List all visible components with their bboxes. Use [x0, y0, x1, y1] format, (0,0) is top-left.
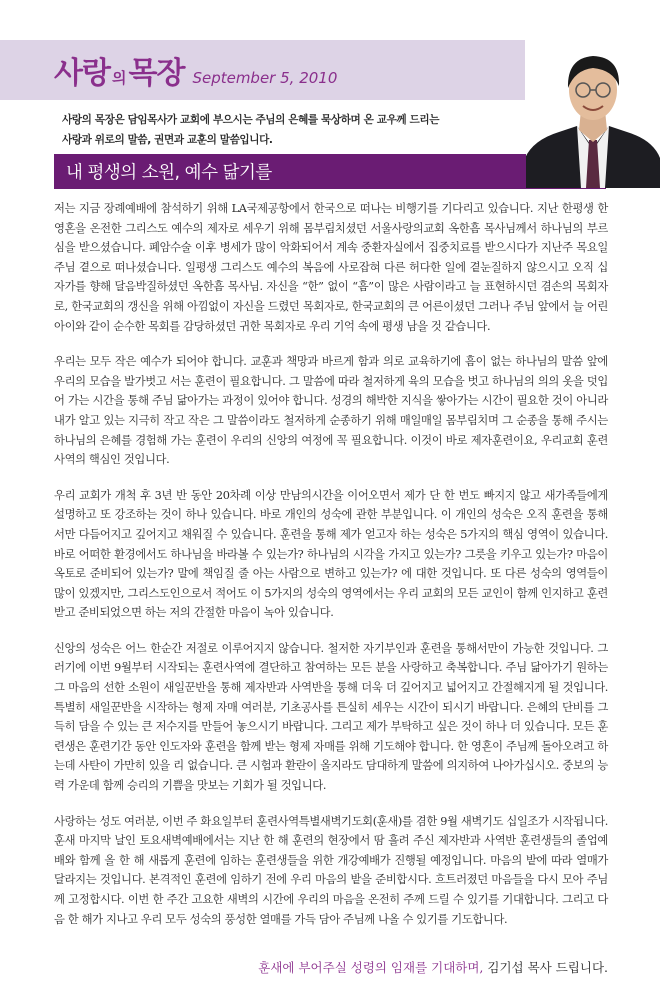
closing-accent-text: 훈새에 부어주실 성령의 임재를 기대하며, [258, 960, 484, 975]
intro-line-1: 사랑의 목장은 담임목사가 교회에 부으시는 주님의 은혜를 묵상하며 온 교우께 드리는 [62, 114, 440, 126]
masthead-title-particle: 의 [111, 69, 127, 87]
article-body [54, 199, 608, 945]
article-paragraph-3: 우리 교회가 개척 후 3년 반 동안 20차례 이상 만남의시간을 이어오면서 제가 단 한 번도 빠지지 않고 새가족들에게 설명하고 또 강조하는 것이 하나 있습니다. 바로 개인의 성숙에 관한 부분입니다. 이 개인의 성숙은 오직 훈련을 통해서만 다듬어지고 깊어지고 채워질 수 있습니다. 훈련을 통해 제가 얻고자 하는 성숙은 5가지의 핵심 영역이 있습니다. 바로 어떠한 환경에서도 하나님을 바라볼 수 있는가? 하나님의 시각을 가지고 있는가? 그릇을 키우고 있는가? 마음이 옥토로 준비되어 있는가? 말에 책임질 줄 아는 사람으로 변하고 있는가? 에 대한 것입니다. 또 다른 성숙의 영역들이 많이 있겠지만, 그리스도인으로서 적어도 이 5가지의 성숙의 영역에서는 우리 교회의 모든 교인이 함께 인지하고 훈련받고 준비되었으면 하는 저의 간절한 마음이 녹아 있습니다. [54, 488, 608, 620]
masthead [54, 48, 337, 96]
publication-date: September 5, 2010 [192, 69, 338, 87]
masthead-title-part2: 목장 [128, 56, 185, 91]
pastor-signature: 김기섭 목사 드립니다. [483, 960, 608, 975]
article-title-bar [54, 154, 526, 188]
intro-line-2: 사랑과 위로의 말씀, 권면과 교훈의 말씀입니다. [62, 134, 273, 146]
column-introduction [62, 110, 520, 150]
title-divider [54, 188, 606, 189]
article-title: 내 평생의 소원, 예수 닮기를 [66, 163, 272, 183]
closing-signature-line [258, 958, 608, 976]
pastor-photo-illustration [525, 40, 660, 188]
article-paragraph-1: 저는 지금 장례예배에 참석하기 위해 LA국제공항에서 한국으로 떠나는 비행기를 기다리고 있습니다. 지난 한평생 한 영혼을 온전한 그리스도 예수의 제자로 세우기 위해 몸부림치셨던 서울사랑의교회 옥한흠 목사님께서 하나님의 부르심을 받으셨습니다. 폐암수술 이후 병세가 많이 악화되어서 계속 중환자실에서 집중치료를 받으시다가 지난주 목요일 주님 곁으로 떠나셨습니다. 일평생 그리스도 예수의 복음에 사로잡혀 다른 허다한 일에 곁눈질하지 않으시고 오직 십자가를 향해 달음박질하셨던 옥한흠 목사님. 자신을 “한” 없이 “흠”이 많은 사람이라고 늘 표현하시던 겸손의 목회자로, 한국교회의 갱신을 위해 아낌없이 자신을 드렸던 목회자로, 한국교회의 큰 어른이셨던 그러나 주님 앞에서 늘 어린 아이와 같이 순수한 목회를 감당하셨던 귀한 목회자로 우리 기억 속에 평생 남을 것 같습니다. [54, 202, 608, 333]
pastor-portrait [525, 40, 660, 188]
article-paragraph-5: 사랑하는 성도 여러분, 이번 주 화요일부터 훈련사역특별새벽기도회(훈새)를 겸한 9월 새벽기도 십일조가 시작됩니다. 훈새 마지막 날인 토요새벽예배에서는 지난 한 해 훈련의 현장에서 땀 흘려 주신 제자반과 사역반 훈련생들의 졸업예배와 함께 올 한 해 새롭게 훈련에 임하는 훈련생들을 위한 개강예배가 진행될 예정입니다. 마음의 밭에 따라 열매가 달라지는 것입니다. 본격적인 훈련에 임하기 전에 우리 마음의 밭을 준비합시다. 흐트러졌던 마음들을 다시 모아 주님께 고정합시다. 이번 한 주간 고요한 새벽의 시간에 우리의 마음을 온전히 주께 드릴 수 있기를 기대합니다. 그리고 다음 한 해가 지나고 우리 모두 성숙의 풍성한 열매를 가득 담아 주님께 나올 수 있기를 기도합니다. [54, 814, 608, 926]
masthead-title-part1: 사랑 [54, 56, 110, 91]
article-paragraph-4: 신앙의 성숙은 어느 한순간 저절로 이루어지지 않습니다. 철저한 자기부인과 훈련을 통해서만이 가능한 것입니다. 그러기에 이번 9월부터 시작되는 훈련사역에 결단하고 참여하는 모든 분을 사랑하고 축복합니다. 주님 닮아가기 원하는 그 마음의 선한 소원이 새일꾼반을 통해 제자반과 사역반을 통해 더욱 더 깊어지고 넓어지고 간절해지게 될 것입니다. 특별히 새일꾼반을 시작하는 형제 자매 여러분, 기초공사를 튼실히 세우는 시간이 되시기 바랍니다. 은혜의 단비를 그득히 담을 수 있는 큰 저수지를 만들어 놓으시기 바랍니다. 그리고 제가 부탁하고 싶은 것이 하나 더 있습니다. 모든 훈련생은 훈련기간 동안 인도자와 훈련을 함께 받는 형제 자매를 위해 기도해야 합니다. 한 영혼이 주님께 돌아오려고 하는데 사탄이 가만히 있을 리 없습니다. 큰 시험과 환란이 올지라도 담대하게 말씀에 의지하여 나아가십시오. 중보의 능력 가운데 함께 승리의 기쁨을 맛보는 기회가 될 것입니다. [54, 641, 608, 793]
article-paragraph-2: 우리는 모두 작은 예수가 되어야 합니다. 교훈과 책망과 바르게 함과 의로 교육하기에 흠이 없는 하나님의 말씀 앞에 우리의 모습을 발가벗고 서는 훈련이 필요합니다. 그 말씀에 따라 철저하게 육의 모습을 벗고 하나님의 의의 옷을 덧입어 가는 시간을 통해 주님 닮아가는 과정이 있어야 합니다. 성경의 해박한 지식을 쌓아가는 시간이 필요한 것이 아니라 내가 알고 있는 지극히 작고 작은 그 말씀이라도 철저하게 순종하기 위해 매일매일 몸부림치며 그 순종을 통해 주시는 하나님의 은혜를 경험해 가는 훈련이 우리의 신앙의 여정에 꼭 필요합니다. 이것이 바로 제자훈련이요, 우리교회 훈련사역의 핵심인 것입니다. [54, 355, 608, 467]
